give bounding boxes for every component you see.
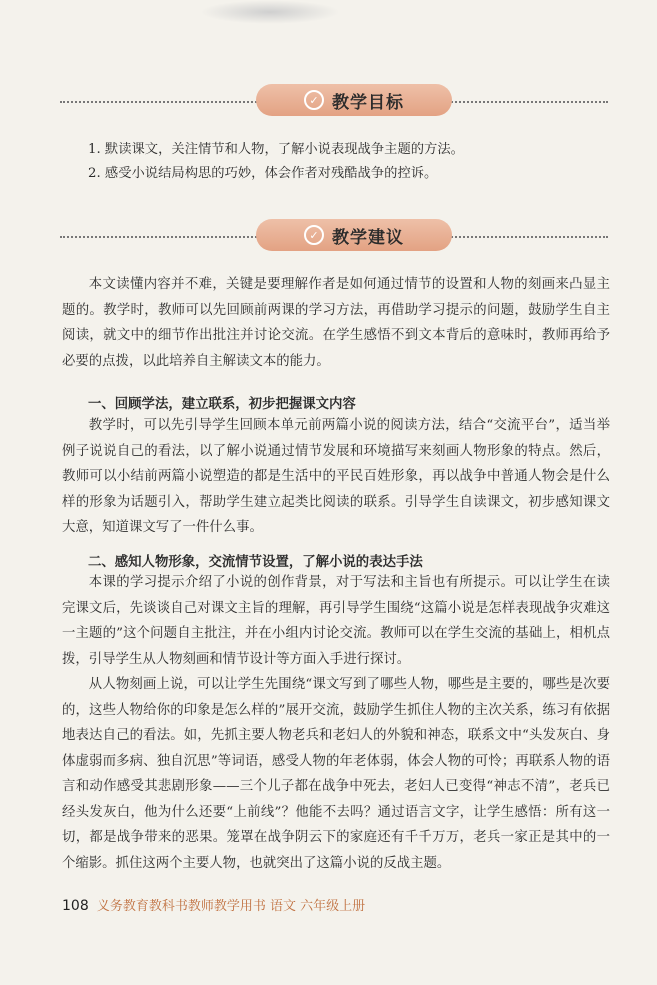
book-title: 义务教育教科书教师教学用书 语文 六年级上册	[96, 899, 366, 914]
goal-item: 1. 默读课文，关注情节和人物，了解小说表现战争主题的方法。	[88, 142, 464, 157]
section-title-pill	[256, 84, 452, 116]
part1-paragraph-block	[62, 413, 610, 541]
subheading-part1: 一、回顾学法，建立联系，初步把握课文内容	[88, 397, 356, 412]
part2-paragraph: 本课的学习提示介绍了小说的创作背景，对于写法和主旨也有所提示。可以让学生在读完课文后，先谈谈自己对课文主旨的理解，再引导学生围绕“这篇小说是怎样表现战争灾难这一主题的”这个问题自主批注，并在小组内讨论交流。教师可以在学生交流的基础上，相机点拨，引导学生从人物刻画和情节设计等方面入手进行探讨。	[62, 575, 610, 667]
check-circle-icon: ✓	[304, 90, 324, 110]
section-title: 教学建议	[332, 227, 404, 248]
page-footer	[62, 895, 365, 914]
section-title: 教学目标	[332, 92, 404, 113]
goal-item: 2. 感受小说结局构思的巧妙，体会作者对残酷战争的控诉。	[88, 166, 438, 181]
section-title-pill	[256, 219, 452, 251]
section-header-goals	[60, 84, 608, 118]
goals-list	[88, 138, 618, 186]
subheading-part2: 二、感知人物形象，交流情节设置，了解小说的表达手法	[88, 555, 423, 570]
intro-paragraph-block	[62, 272, 610, 374]
section-header-suggestions	[60, 219, 608, 253]
intro-paragraph: 本文读懂内容并不难，关键是要理解作者是如何通过情节的设置和人物的刻画来凸显主题的。教学时，教师可以先回顾前两课的学习方法，再借助学习提示的问题，鼓励学生自主阅读，就文中的细节作出批注并讨论交流。在学生感悟不到文本背后的意味时，教师再给予必要的点拨，以此培养自主解读文本的能力。	[62, 277, 610, 369]
top-decoration	[200, 0, 340, 24]
part2-paragraph-block	[62, 570, 610, 876]
part2-paragraph: 从人物刻画上说，可以让学生先围绕“课文写到了哪些人物，哪些是主要的，哪些是次要的，这些人物给你的印象是怎么样的”展开交流，鼓励学生抓住人物的主次关系，练习有依据地表达自己的看法。如，先抓主要人物老兵和老妇人的外貌和神态，联系文中“头发灰白、身体虚弱而多病、独自沉思”等词语，感受人物的年老体弱，体会人物的可怜；再联系人物的语言和动作感受其悲剧形象——三个儿子都在战争中死去，老妇人已变得“神志不清”，老兵已经头发灰白，他为什么还要“上前线”？他能不去吗？通过语言文字，让学生感悟：所有这一切，都是战争带来的恶果。笼罩在战争阴云下的家庭还有千千万万，老兵一家正是其中的一个缩影。抓住这两个主要人物，也就突出了这篇小说的反战主题。	[62, 677, 610, 871]
check-circle-icon: ✓	[304, 225, 324, 245]
page-number: 108	[62, 898, 89, 914]
part1-paragraph: 教学时，可以先引导学生回顾本单元前两篇小说的阅读方法，结合“交流平台”，适当举例子说说自己的看法，以了解小说通过情节发展和环境描写来刻画人物形象的特点。然后，教师可以小结前两篇小说塑造的都是生活中的平民百姓形象，再以战争中普通人物会是什么样的形象为话题引入，帮助学生建立起类比阅读的联系。引导学生自读课文，初步感知课文大意，知道课文写了一件什么事。	[62, 418, 610, 535]
